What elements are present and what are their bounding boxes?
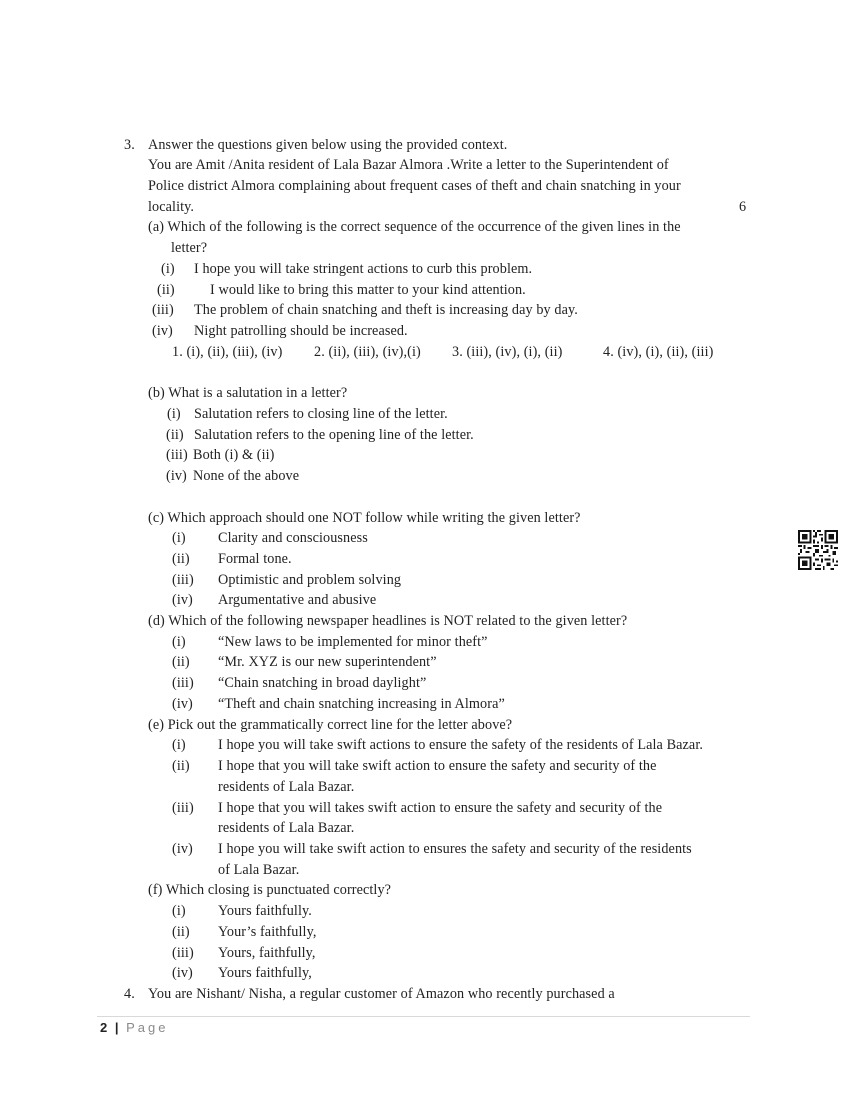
- q3e-item-text: I hope you will take swift actions to ensure the safety of the residents of Lala Bazar.: [218, 737, 704, 753]
- q3-context-line3: locality.: [148, 199, 195, 215]
- q3e-item-text: I hope that you will takes swift action to ensure the safety and security of the: [218, 800, 663, 816]
- q3f-item-num: (i): [172, 903, 186, 919]
- q3c-item-text: Optimistic and problem solving: [218, 572, 402, 588]
- q3e-item-num: (iii): [172, 800, 194, 816]
- q3a-item-text: I would like to bring this matter to your kind attention.: [210, 282, 526, 298]
- q3b-item-text: Both (i) & (ii): [193, 447, 275, 463]
- q3d-item-text: “Mr. XYZ is our new superintendent”: [218, 654, 437, 670]
- q3b-item-num: (iii): [166, 447, 188, 463]
- q3a-question-line2: letter?: [171, 240, 208, 256]
- q3c-item-num: (iii): [172, 572, 194, 588]
- q3a-item-text: I hope you will take stringent actions to curb this problem.: [194, 261, 533, 277]
- qr-code-icon: [798, 530, 838, 570]
- q3a-item-num: (iv): [152, 323, 173, 339]
- page-label: Page: [126, 1020, 169, 1035]
- q3-instruction: Answer the questions given below using the provided context.: [148, 137, 508, 153]
- q3a-item-text: Night patrolling should be increased.: [194, 323, 408, 339]
- q3e-item-text: I hope that you will take swift action to ensure the safety and security of the: [218, 758, 657, 774]
- q3c-item-num: (iv): [172, 592, 193, 608]
- q3b-item-num: (iv): [166, 468, 187, 484]
- q3c-item-num: (ii): [172, 551, 190, 567]
- q3d-item-num: (iii): [172, 675, 194, 691]
- q3d-item-num: (i): [172, 634, 186, 650]
- page-footer: [100, 1020, 169, 1036]
- q3f-item-text: Your’s faithfully,: [218, 924, 317, 940]
- q3f-item-num: (iii): [172, 945, 194, 961]
- q3f-item-num: (ii): [172, 924, 190, 940]
- q3f-item-text: Yours, faithfully,: [218, 945, 316, 961]
- q3-number: 3.: [124, 137, 135, 153]
- q3b-item-text: Salutation refers to closing line of the letter.: [194, 406, 448, 422]
- q3b-item-num: (i): [167, 406, 181, 422]
- q3e-item-text-cont: residents of Lala Bazar.: [218, 779, 355, 795]
- q3d-item-text: “Theft and chain snatching increasing in Almora”: [218, 696, 505, 712]
- q3d-item-text: “New laws to be implemented for minor theft”: [218, 634, 488, 650]
- q3a-option-1: 1. (i), (ii), (iii), (iv): [172, 344, 283, 360]
- q3b-item-text: Salutation refers to the opening line of the letter.: [194, 427, 474, 443]
- q3a-question-line1: (a) Which of the following is the correct sequence of the occurrence of the given lines in the: [148, 219, 681, 235]
- q3c-item-text: Argumentative and abusive: [218, 592, 377, 608]
- q3a-item-num: (i): [161, 261, 175, 277]
- q3e-item-text: I hope you will take swift action to ensures the safety and security of the residents: [218, 841, 692, 857]
- q3f-question: (f) Which closing is punctuated correctly?: [148, 882, 392, 898]
- q3b-item-num: (ii): [166, 427, 184, 443]
- q4-text: You are Nishant/ Nisha, a regular customer of Amazon who recently purchased a: [148, 986, 615, 1002]
- q3a-item-num: (ii): [157, 282, 175, 298]
- footer-divider: [97, 1016, 750, 1017]
- q4-number: 4.: [124, 986, 135, 1002]
- q3e-question: (e) Pick out the grammatically correct line for the letter above?: [148, 717, 513, 733]
- q3c-item-text: Clarity and consciousness: [218, 530, 368, 546]
- q3c-question: (c) Which approach should one NOT follow while writing the given letter?: [148, 510, 581, 526]
- q3-context-line1: You are Amit /Anita resident of Lala Bazar Almora .Write a letter to the Superintendent of: [148, 157, 669, 173]
- q3d-item-text: “Chain snatching in broad daylight”: [218, 675, 427, 691]
- q3a-option-3: 3. (iii), (iv), (i), (ii): [452, 344, 563, 360]
- q3a-item-text: The problem of chain snatching and theft is increasing day by day.: [194, 302, 578, 318]
- q3d-question: (d) Which of the following newspaper headlines is NOT related to the given letter?: [148, 613, 628, 629]
- q3e-item-num: (i): [172, 737, 186, 753]
- q3b-question: (b) What is a salutation in a letter?: [148, 385, 348, 401]
- q3d-item-num: (ii): [172, 654, 190, 670]
- q3e-item-text-cont: of Lala Bazar.: [218, 862, 300, 878]
- q3b-item-text: None of the above: [193, 468, 300, 484]
- q3-context-line2: Police district Almora complaining about frequent cases of theft and chain snatching in your: [148, 178, 681, 194]
- q3a-item-num: (iii): [152, 302, 174, 318]
- q3e-item-num: (ii): [172, 758, 190, 774]
- q3-marks: 6: [739, 199, 747, 215]
- q3f-item-text: Yours faithfully,: [218, 965, 312, 981]
- q3a-option-2: 2. (ii), (iii), (iv),(i): [314, 344, 421, 360]
- q3c-item-text: Formal tone.: [218, 551, 292, 567]
- q3d-item-num: (iv): [172, 696, 193, 712]
- q3f-item-text: Yours faithfully.: [218, 903, 312, 919]
- q3c-item-num: (i): [172, 530, 186, 546]
- q3e-item-num: (iv): [172, 841, 193, 857]
- q3a-option-4: 4. (iv), (i), (ii), (iii): [603, 344, 714, 360]
- footer-separator: |: [114, 1020, 119, 1035]
- q3f-item-num: (iv): [172, 965, 193, 981]
- q3e-item-text-cont: residents of Lala Bazar.: [218, 820, 355, 836]
- page-number: 2: [100, 1020, 108, 1035]
